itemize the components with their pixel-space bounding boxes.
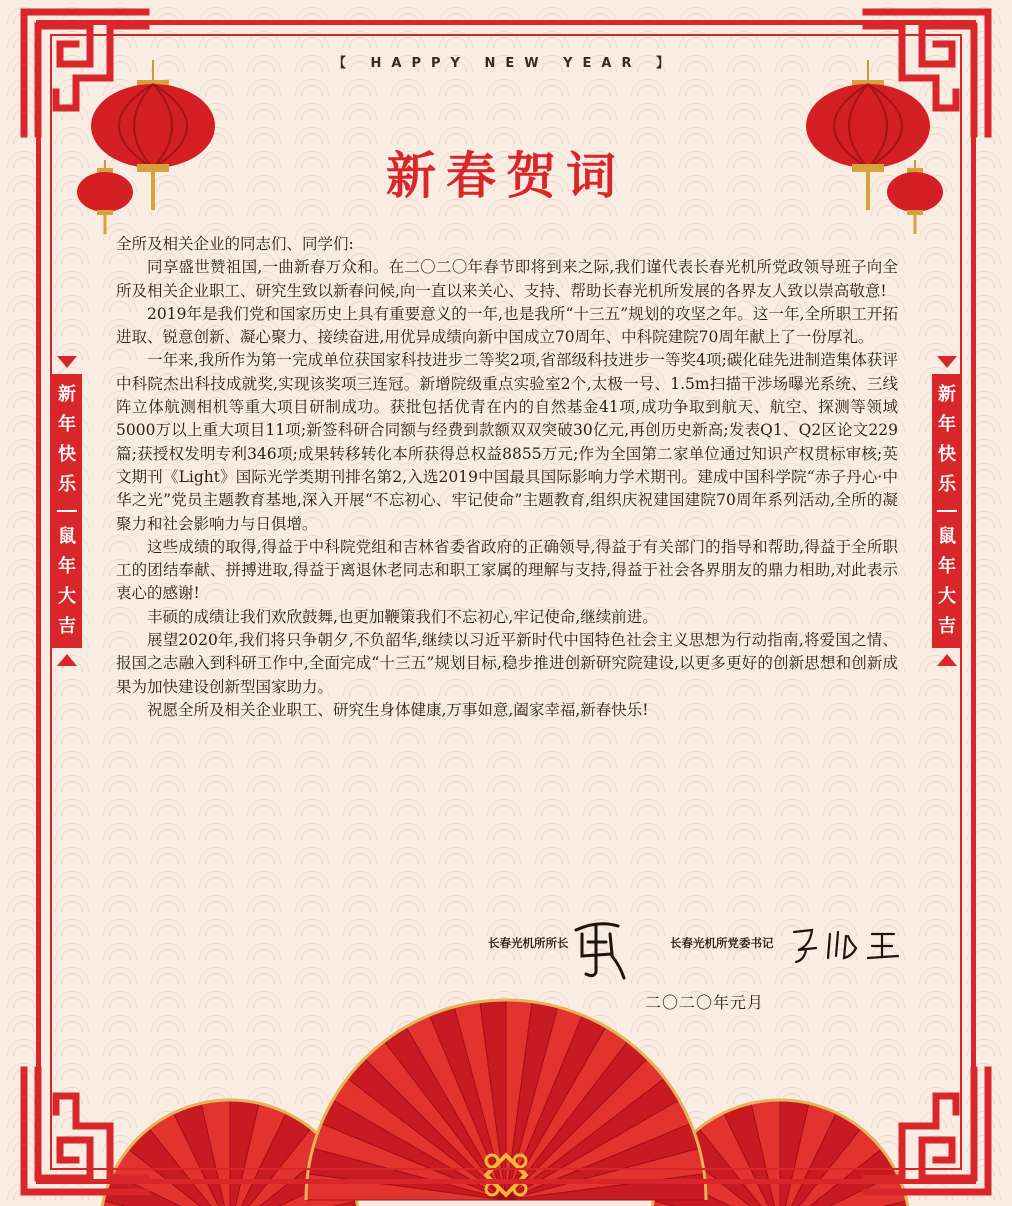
banner-char: 鼠	[58, 526, 76, 547]
corner-fret-bottom-left	[20, 1066, 150, 1196]
banner-char: 乐	[938, 474, 956, 495]
banner-char: 大	[58, 586, 76, 607]
corner-fret-bottom-right	[862, 1066, 992, 1196]
paragraph: 同享盛世赞祖国,一曲新春万众和。在二〇二〇年春节即将到来之际,我们谨代表长春光机所党政领导班子向全所及相关企业职工、研究生致以新春问候,向一直以来关心、支持、帮助长春光机所发展的各界友人致以崇高敬意!	[116, 258, 898, 300]
paragraph: 一年来,我所作为第一完成单位获国家科技进步二等奖2项,省部级科技进步一等奖4项;碳化硅先进制造集体获评中科院杰出科技成就奖,实现该奖项三连冠。新增院级重点实验室2个,太极一号、1.5m扫描干涉场曝光系统、三线阵立体航测相机等重大项目研制成功。获批包括优青在内的自然基金41项,成功争取到航天、航空、探测等领域5000万以上重大项目11项;新签科研合同额与经费到款额双双突破30亿元,再创历史新高;发表Q1、Q2区论文229篇;获授权发明专利346项;成果转移转化本所获得总权益8855万元;作为全国第二家单位通过知识产权贯标审核;英文期刊《Light》国际光学类期刊排名第2,入选2019中国最具国际影响力学术期刊。建成中国科学院“赤子丹心·中华之光”党员主题教育基地,深入开展“不忘初心、牢记使命”主题教育,组织庆祝建国建院70周年系列活动,全所的凝聚力和社会影响力与日俱增。	[116, 351, 898, 533]
banner-char: 快	[58, 444, 76, 465]
letter-body	[116, 233, 898, 722]
side-banner-right	[922, 356, 972, 666]
triangle-down-icon	[57, 356, 77, 368]
signer-title-secretary: 长春光机所党委书记	[670, 936, 774, 950]
banner-char: 吉	[938, 616, 956, 637]
page-title: 新春贺词	[386, 146, 626, 205]
banner-char: 新	[58, 384, 76, 405]
paragraph: 丰硕的成绩让我们欢欣鼓舞,也更加鞭策我们不忘初心,牢记使命,继续前进。	[147, 607, 658, 626]
header-tag: 【 HAPPY NEW YEAR 】	[333, 56, 679, 71]
handwritten-signature-secretary	[790, 926, 905, 966]
banner-char: 年	[938, 556, 956, 577]
banner-divider	[937, 510, 957, 512]
paragraph: 2019年是我们党和国家历史上具有重要意义的一年,也是我所“十三五”规划的攻坚之年。这一年,全所职工开拓进取、锐意创新、凝心聚力、接续奋进,用优异成绩向新中国成立70周年、中科院建院70周年献上了一份厚礼。	[116, 304, 898, 347]
handwritten-signature-director	[568, 912, 628, 982]
banner-char: 鼠	[938, 526, 956, 547]
banner-char: 新	[938, 384, 956, 405]
salutation: 全所及相关企业的同志们、同学们:	[116, 235, 354, 253]
triangle-down-icon	[937, 356, 957, 368]
banner-char: 年	[58, 414, 76, 435]
triangle-up-icon	[937, 654, 957, 666]
banner-char: 吉	[58, 616, 76, 637]
paragraph: 祝愿全所及相关企业职工、研究生身体健康,万事如意,阖家幸福,新春快乐!	[147, 700, 649, 719]
banner-char: 年	[58, 556, 76, 577]
paragraph: 这些成绩的取得,得益于中科院党组和吉林省委省政府的正确领导,得益于有关部门的指导和帮助,得益于全所职工的团结奉献、拼搏进取,得益于离退休老同志和职工家属的理解与支持,得益于社会各界朋友的鼎力相助,对此表示衷心的感谢!	[116, 537, 898, 603]
banner-char: 年	[938, 414, 956, 435]
banner-divider	[57, 510, 77, 512]
paragraph: 展望2020年,我们将只争朝夕,不负韶华,继续以习近平新时代中国特色社会主义思想为行动指南,将爱国之情、报国之志融入到科研工作中,全面完成“十三五”规划目标,稳步推进创新研究院建设,以更多更好的创新思想和创新成果为加快建设创新型国家助力。	[116, 631, 898, 696]
triangle-up-icon	[57, 654, 77, 666]
side-banner-left	[42, 356, 92, 666]
signer-title-director: 长春光机所所长	[488, 936, 569, 950]
date: 二〇二〇年元月	[645, 993, 765, 1012]
banner-char: 快	[938, 444, 956, 465]
banner-char: 大	[938, 586, 956, 607]
banner-char: 乐	[58, 474, 76, 495]
